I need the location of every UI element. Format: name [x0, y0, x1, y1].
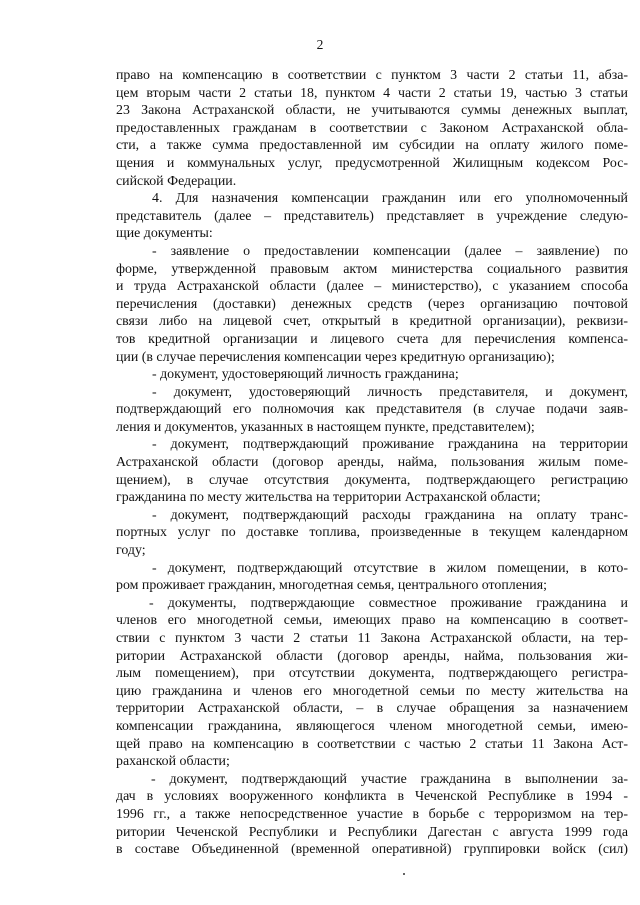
text-line: ром проживает гражданин, многодетная семья, центрального отопления;	[116, 578, 547, 594]
list-item-line: - заявление о предоставлении компенсации (далее – заявление) по	[152, 243, 628, 259]
list-item-line: - документ, подтверждающий отсутствие в жилом помещении, в кото-	[152, 560, 628, 576]
list-item-line: - документ, удостоверяющий личность гражданина;	[152, 367, 459, 383]
text-line: сийской Федерации.	[116, 173, 237, 189]
text-line: право на компенсацию в соответствии с пунктом 3 части 2 статьи 11, абза-	[116, 68, 628, 83]
list-item-line: - документ, подтверждающий проживание гражданина на территории	[152, 437, 628, 453]
text-line: ритории Чеченской Республики и Республики Дагестан с августа 1999 года	[116, 824, 628, 840]
text-line: связи либо на лицевой счет, открытый в кредитной организации), реквизи-	[116, 314, 628, 330]
text-line: году;	[116, 543, 146, 559]
list-item-line: - документ, подтверждающий расходы гражданина на оплату транс-	[152, 507, 628, 523]
scan-speck	[403, 873, 405, 875]
text-line: цию гражданина и членов его многодетной семьи по месту жительства на	[116, 683, 628, 699]
text-line: территории Астраханской области, – в случае обращения за назначением	[116, 701, 628, 717]
text-line: форме, утвержденной правовым актом министерства социального развития	[116, 261, 628, 277]
text-line: подтверждающий его полномочия как представителя (в случае подачи заяв-	[116, 402, 628, 418]
text-line: и труда Астраханской области (далее – министерство), с указанием способа	[116, 279, 628, 295]
text-line: дач в условиях вооруженного конфликта в Чеченской Республике в 1994 -	[116, 789, 628, 805]
list-item-line: - документ, удостоверяющий личность представителя, и документ,	[152, 384, 628, 400]
text-line: раханской области;	[116, 754, 230, 770]
paragraph-start-line: 4. Для назначения компенсации гражданин или его уполномоченный	[152, 191, 628, 207]
text-line: щие документы:	[116, 226, 213, 242]
page-number: 2	[316, 37, 324, 52]
text-line: щением), в случае отсутствия документа, подтверждающего регистрацию	[116, 472, 628, 488]
text-line: цем вторым части 2 статьи 18, пунктом 4 части 2 статьи 19, частью 3 статьи	[116, 85, 628, 101]
text-line: предоставленных гражданам в соответствии с Законом Астраханской обла-	[116, 120, 628, 136]
text-line: представитель (далее – представитель) представляет в учреждение следую-	[116, 208, 628, 224]
text-line: щения и коммунальных услуг, предусмотренной Жилищным кодексом Рос-	[116, 155, 628, 171]
text-line: членов его многодетной семьи, имеющих право на компенсацию в соответ-	[116, 613, 628, 629]
text-line: лым помещением), при отсутствии документа, подтверждающего регистра-	[116, 666, 628, 682]
text-line: 23 Закона Астраханской области, не учитываются суммы денежных выплат,	[116, 103, 628, 119]
list-item-line: - документы, подтверждающие совместное проживание гражданина и	[149, 595, 628, 611]
text-line: ления и документов, указанных в настоящем пункте, представителем);	[116, 419, 535, 435]
text-line: ритории Астраханской области (договор аренды, найма, пользования жи-	[116, 648, 628, 664]
text-line: щей право на компенсацию в соответствии с частью 2 статьи 11 Закона Аст-	[116, 736, 628, 752]
text-line: 1996 гг., а также непосредственное участие в борьбе с терроризмом на тер-	[116, 806, 628, 822]
text-line: Астраханской области (договор аренды, найма, пользования жилым поме-	[116, 455, 628, 471]
document-body	[116, 67, 628, 859]
text-line: в составе Объединенной (временной оперативной) группировки войск (сил)	[116, 842, 628, 858]
text-line: ции (в случае перечисления компенсации через кредитную организацию);	[116, 349, 555, 365]
text-line: портных услуг по доставке топлива, произведенные в текущем календарном	[116, 525, 628, 541]
text-line: гражданина по месту жительства на территории Астраханской области;	[116, 490, 541, 506]
text-line: компенсации гражданина, являющегося членом многодетной семьи, имею-	[116, 718, 628, 734]
text-line: сти, а также сумма предоставленной им субсидии на оплату жилого поме-	[116, 138, 628, 154]
text-line: тов кредитной организации и лицевого счета для перечисления компенса-	[116, 331, 628, 347]
text-line: ствии с пунктом 3 части 2 статьи 11 Закона Астраханской области, на тер-	[116, 631, 628, 646]
text-line: перечисления (доставки) денежных средств (через организацию почтовой	[116, 296, 628, 312]
list-item-line: - документ, подтверждающий участие гражданина в выполнении за-	[151, 771, 628, 787]
